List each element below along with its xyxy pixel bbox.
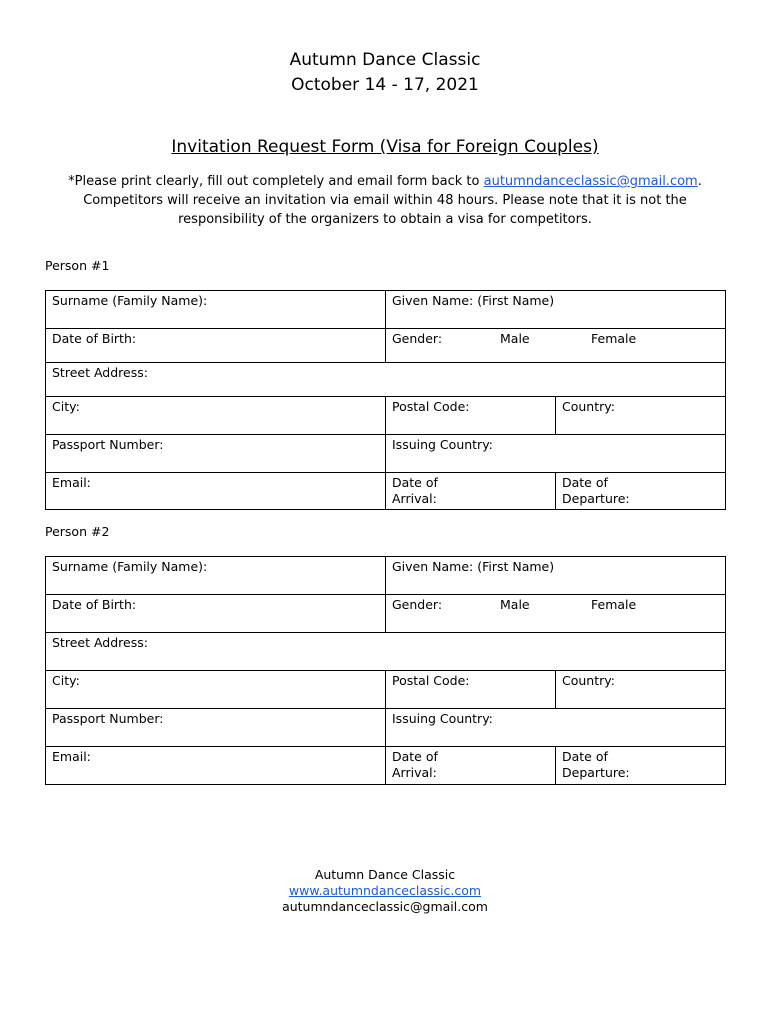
instructions-text-1: *Please print clearly, fill out completely and email form back to [68, 174, 484, 189]
form-title-wrap [0, 137, 770, 157]
event-name: Autumn Dance Classic [289, 50, 481, 70]
issuing-country-label: Issuing Country: [392, 711, 493, 726]
footer-website-link[interactable]: www.autumndanceclassic.com [288, 883, 482, 898]
city-field[interactable] [46, 397, 386, 435]
arrival-label-line-1: Date of [392, 475, 438, 490]
person-2-label: Person #2 [45, 524, 110, 539]
dob-field[interactable] [46, 595, 386, 633]
passport-field[interactable] [46, 709, 386, 747]
instructions-line-3: responsibility of the organizers to obtain a visa for competitors. [178, 212, 592, 227]
surname-label: Surname (Family Name): [52, 293, 208, 308]
postal-code-label: Postal Code: [392, 673, 470, 688]
arrival-label-line-2: Arrival: [392, 491, 437, 506]
person-1-form [45, 290, 726, 510]
street-address-label: Street Address: [52, 635, 148, 650]
departure-label-line-1: Date of [562, 475, 608, 490]
surname-label: Surname (Family Name): [52, 559, 208, 574]
email-field[interactable] [46, 747, 386, 785]
gender-male-option[interactable]: Male [500, 331, 530, 346]
departure-label-line-2: Departure: [562, 491, 630, 506]
passport-field[interactable] [46, 435, 386, 473]
person-1-label: Person #1 [45, 258, 110, 273]
issuing-country-label: Issuing Country: [392, 437, 493, 452]
surname-field[interactable] [46, 557, 386, 595]
issuing-country-field[interactable] [386, 709, 726, 747]
passport-label: Passport Number: [52, 711, 164, 726]
street-address-label: Street Address: [52, 365, 148, 380]
gender-label: Gender: [392, 331, 443, 346]
departure-label-line-2: Departure: [562, 765, 630, 780]
city-label: City: [52, 399, 80, 414]
arrival-date-field[interactable] [386, 747, 556, 785]
dob-label: Date of Birth: [52, 597, 137, 612]
city-label: City: [52, 673, 80, 688]
passport-label: Passport Number: [52, 437, 164, 452]
footer-name: Autumn Dance Classic [314, 867, 456, 882]
dob-label: Date of Birth: [52, 331, 137, 346]
footer-email: autumndanceclassic@gmail.com [282, 899, 488, 914]
issuing-country-field[interactable] [386, 435, 726, 473]
event-dates: October 14 - 17, 2021 [291, 75, 479, 95]
departure-date-field[interactable] [556, 747, 726, 785]
instructions-line-2: Competitors will receive an invitation via email within 48 hours. Please note that it is not the [83, 193, 687, 208]
given-name-field[interactable] [386, 557, 726, 595]
arrival-label-line-2: Arrival: [392, 765, 437, 780]
footer [0, 867, 770, 915]
email-link[interactable]: autumndanceclassic@gmail.com [483, 174, 698, 189]
given-name-label: Given Name: (First Name) [392, 559, 555, 574]
country-label: Country: [562, 673, 615, 688]
email-field[interactable] [46, 473, 386, 510]
street-address-field[interactable] [46, 363, 726, 397]
given-name-field[interactable] [386, 291, 726, 329]
email-label: Email: [52, 475, 91, 490]
gender-female-option[interactable]: Female [591, 331, 637, 346]
postal-code-field[interactable] [386, 397, 556, 435]
city-field[interactable] [46, 671, 386, 709]
country-field[interactable] [556, 397, 726, 435]
surname-field[interactable] [46, 291, 386, 329]
instructions-line-1 [0, 172, 770, 191]
person-2-form [45, 556, 726, 785]
arrival-label-line-1: Date of [392, 749, 438, 764]
street-address-field[interactable] [46, 633, 726, 671]
instructions-period: . [697, 174, 702, 189]
gender-female-option[interactable]: Female [591, 597, 637, 612]
gender-label: Gender: [392, 597, 443, 612]
postal-code-label: Postal Code: [392, 399, 470, 414]
departure-date-field[interactable] [556, 473, 726, 510]
form-title: Invitation Request Form (Visa for Foreign Couples) [171, 137, 599, 157]
country-label: Country: [562, 399, 615, 414]
gender-male-option[interactable]: Male [500, 597, 530, 612]
email-label: Email: [52, 749, 91, 764]
given-name-label: Given Name: (First Name) [392, 293, 555, 308]
instructions [0, 172, 770, 229]
gender-field[interactable] [386, 329, 726, 363]
country-field[interactable] [556, 671, 726, 709]
postal-code-field[interactable] [386, 671, 556, 709]
arrival-date-field[interactable] [386, 473, 556, 510]
gender-field[interactable] [386, 595, 726, 633]
departure-label-line-1: Date of [562, 749, 608, 764]
dob-field[interactable] [46, 329, 386, 363]
